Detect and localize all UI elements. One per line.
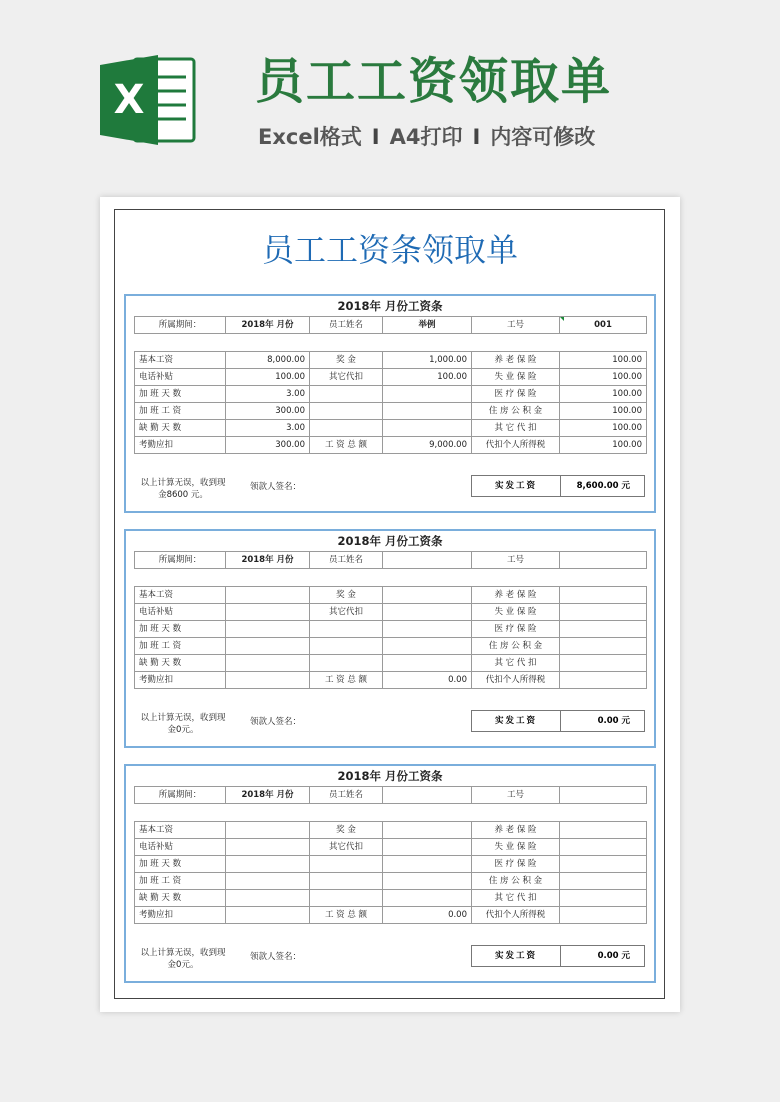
item-label: 电话补贴: [135, 604, 226, 621]
employee-name-label: 员工姓名: [310, 317, 383, 334]
item-label: [310, 856, 383, 873]
document-title: 员工工资条领取单: [261, 231, 518, 269]
deduction-value[interactable]: [560, 856, 647, 873]
table-row: [135, 822, 647, 839]
item-label: 加 班 天 数: [135, 856, 226, 873]
banner-subtitle: [258, 122, 698, 152]
net-pay-label: 实发工资: [472, 946, 561, 966]
table-row: [135, 890, 647, 907]
item-label: [310, 638, 383, 655]
employee-id-value[interactable]: [560, 552, 647, 569]
item-label: 基本工资: [135, 352, 226, 369]
item-value[interactable]: [383, 839, 472, 856]
table-row: [135, 604, 647, 621]
table-row: [135, 873, 647, 890]
employee-name-value[interactable]: 举例: [383, 317, 472, 334]
item-value[interactable]: [226, 638, 310, 655]
slip-title: 2018年 月份工资条: [337, 769, 443, 783]
deduction-label: 代扣个人所得税: [472, 437, 560, 454]
subtitle-format: Excel格式: [258, 125, 362, 149]
deduction-value[interactable]: [560, 890, 647, 907]
item-label: 其它代扣: [310, 604, 383, 621]
item-label: [310, 873, 383, 890]
period-value[interactable]: 2018年 月份: [226, 787, 310, 804]
item-value[interactable]: 9,000.00: [383, 437, 472, 454]
item-value[interactable]: [226, 672, 310, 689]
net-pay-value[interactable]: 0.00 元: [597, 716, 630, 726]
slip-title: 2018年 月份工资条: [337, 534, 443, 548]
period-label: 所属期间：: [135, 552, 226, 569]
deduction-label: 住 房 公 积 金: [472, 638, 560, 655]
item-value[interactable]: [383, 856, 472, 873]
item-label: [310, 403, 383, 420]
employee-id-label: 工号: [472, 552, 560, 569]
item-label: [310, 621, 383, 638]
net-pay-label: 实发工资: [472, 476, 561, 496]
item-value[interactable]: 8,000.00: [226, 352, 310, 369]
employee-name-value[interactable]: [383, 552, 472, 569]
item-label: 奖 金: [310, 587, 383, 604]
table-row: [135, 638, 647, 655]
employee-id-label: 工号: [472, 317, 560, 334]
item-value[interactable]: 0.00: [383, 907, 472, 924]
item-label: 基本工资: [135, 587, 226, 604]
salary-slip: [124, 529, 656, 748]
item-label: 其它代扣: [310, 839, 383, 856]
deduction-value[interactable]: [560, 638, 647, 655]
deduction-value[interactable]: [560, 587, 647, 604]
subtitle-print: A4打印: [389, 125, 463, 149]
period-label: 所属期间：: [135, 317, 226, 334]
item-label: 加 班 天 数: [135, 621, 226, 638]
item-value[interactable]: [226, 604, 310, 621]
table-spacer: [135, 334, 647, 352]
item-label: 缺 勤 天 数: [135, 420, 226, 437]
item-label: 基本工资: [135, 822, 226, 839]
table-row: [135, 839, 647, 856]
deduction-label: 医 疗 保 险: [472, 386, 560, 403]
item-label: [310, 890, 383, 907]
subtitle-edit: 内容可修改: [490, 125, 596, 149]
net-pay-box: [471, 475, 645, 497]
table-row: [135, 352, 647, 369]
deduction-value[interactable]: [560, 621, 647, 638]
item-value[interactable]: [383, 587, 472, 604]
item-label: 奖 金: [310, 352, 383, 369]
item-label: 电话补贴: [135, 369, 226, 386]
period-label: 所属期间：: [135, 787, 226, 804]
receipt-note: 以上计算无误，收到现金0元。: [140, 713, 226, 735]
item-value[interactable]: [226, 822, 310, 839]
deduction-value[interactable]: 100.00: [560, 437, 647, 454]
item-label: 考勤应扣: [135, 672, 226, 689]
employee-id-value[interactable]: 001: [560, 317, 647, 334]
signature-label: 领款人签名：: [250, 717, 302, 727]
document-page: [100, 197, 680, 1012]
excel-icon: [100, 55, 198, 145]
item-value[interactable]: [226, 907, 310, 924]
item-value[interactable]: [226, 655, 310, 672]
item-label: 考勤应扣: [135, 437, 226, 454]
deduction-label: 失 业 保 险: [472, 839, 560, 856]
deduction-value[interactable]: [560, 655, 647, 672]
deduction-value[interactable]: 100.00: [560, 386, 647, 403]
deduction-value[interactable]: 100.00: [560, 352, 647, 369]
deduction-value[interactable]: [560, 822, 647, 839]
deduction-label: 失 业 保 险: [472, 369, 560, 386]
item-label: 缺 勤 天 数: [135, 890, 226, 907]
period-value[interactable]: 2018年 月份: [226, 552, 310, 569]
table-spacer: [135, 569, 647, 587]
deduction-label: 失 业 保 险: [472, 604, 560, 621]
item-value[interactable]: [226, 587, 310, 604]
deduction-value[interactable]: [560, 907, 647, 924]
item-value[interactable]: 300.00: [226, 403, 310, 420]
table-row: [135, 403, 647, 420]
deduction-label: 住 房 公 积 金: [472, 403, 560, 420]
table-row: [135, 672, 647, 689]
deduction-value[interactable]: [560, 672, 647, 689]
item-label: 加 班 工 资: [135, 403, 226, 420]
item-label: 加 班 工 资: [135, 873, 226, 890]
table-row: [135, 787, 647, 804]
table-row: [135, 587, 647, 604]
item-value[interactable]: [383, 822, 472, 839]
period-value[interactable]: 2018年 月份: [226, 317, 310, 334]
item-label: 奖 金: [310, 822, 383, 839]
item-value[interactable]: 3.00: [226, 420, 310, 437]
deduction-label: 养 老 保 险: [472, 587, 560, 604]
slip-table: [134, 316, 647, 454]
net-pay-box: [471, 945, 645, 967]
employee-id-label: 工号: [472, 787, 560, 804]
item-value[interactable]: 1,000.00: [383, 352, 472, 369]
item-value[interactable]: 100.00: [383, 369, 472, 386]
item-value[interactable]: [383, 638, 472, 655]
employee-id-value[interactable]: [560, 787, 647, 804]
deduction-value[interactable]: [560, 604, 647, 621]
item-label: 电话补贴: [135, 839, 226, 856]
deduction-label: 其 它 代 扣: [472, 890, 560, 907]
net-pay-label: 实发工资: [472, 711, 561, 731]
item-value[interactable]: [383, 420, 472, 437]
table-row: [135, 386, 647, 403]
deduction-value[interactable]: 100.00: [560, 420, 647, 437]
item-value[interactable]: [226, 856, 310, 873]
item-value[interactable]: 100.00: [226, 369, 310, 386]
table-row: [135, 907, 647, 924]
deduction-label: 医 疗 保 险: [472, 856, 560, 873]
item-label: [310, 386, 383, 403]
receipt-note: 以上计算无误，收到现金0元。: [140, 948, 226, 970]
item-label: [310, 420, 383, 437]
item-value[interactable]: 3.00: [226, 386, 310, 403]
deduction-value[interactable]: 100.00: [560, 369, 647, 386]
item-value[interactable]: [383, 621, 472, 638]
salary-slip: [124, 294, 656, 513]
net-pay-box: [471, 710, 645, 732]
excel-logo-letter: X: [113, 77, 145, 123]
banner-title: 员工工资领取单: [255, 53, 613, 110]
slip-table: [134, 551, 647, 689]
table-row: [135, 420, 647, 437]
item-label: 缺 勤 天 数: [135, 655, 226, 672]
item-value[interactable]: [226, 839, 310, 856]
table-row: [135, 552, 647, 569]
table-spacer: [135, 804, 647, 822]
item-label: 工 资 总 额: [310, 437, 383, 454]
receipt-note: 以上计算无误，收到现金8600 元。: [140, 478, 226, 500]
table-row: [135, 621, 647, 638]
table-row: [135, 437, 647, 454]
net-pay-value[interactable]: 0.00 元: [597, 951, 630, 961]
item-label: 加 班 天 数: [135, 386, 226, 403]
signature-label: 领款人签名：: [250, 482, 302, 492]
deduction-label: 住 房 公 积 金: [472, 873, 560, 890]
item-label: 工 资 总 额: [310, 672, 383, 689]
table-row: [135, 317, 647, 334]
item-value[interactable]: [383, 890, 472, 907]
item-value[interactable]: [226, 890, 310, 907]
item-value[interactable]: [383, 655, 472, 672]
employee-name-label: 员工姓名: [310, 552, 383, 569]
item-label: 工 资 总 额: [310, 907, 383, 924]
slip-table: [134, 786, 647, 924]
deduction-label: 其 它 代 扣: [472, 420, 560, 437]
item-value[interactable]: [383, 604, 472, 621]
slip-title: 2018年 月份工资条: [337, 299, 443, 313]
deduction-label: 代扣个人所得税: [472, 907, 560, 924]
item-value[interactable]: [383, 386, 472, 403]
item-label: 其它代扣: [310, 369, 383, 386]
item-value[interactable]: [383, 873, 472, 890]
item-label: [310, 655, 383, 672]
subtitle-separator: I: [472, 125, 481, 149]
deduction-value[interactable]: [560, 873, 647, 890]
item-value[interactable]: 0.00: [383, 672, 472, 689]
item-value[interactable]: [226, 621, 310, 638]
table-row: [135, 369, 647, 386]
item-value[interactable]: 300.00: [226, 437, 310, 454]
comment-marker-icon: [560, 317, 564, 321]
deduction-label: 养 老 保 险: [472, 822, 560, 839]
table-row: [135, 856, 647, 873]
item-label: 加 班 工 资: [135, 638, 226, 655]
item-value[interactable]: [226, 873, 310, 890]
employee-name-label: 员工姓名: [310, 787, 383, 804]
deduction-label: 医 疗 保 险: [472, 621, 560, 638]
deduction-value[interactable]: [560, 839, 647, 856]
deduction-value[interactable]: 100.00: [560, 403, 647, 420]
deduction-label: 其 它 代 扣: [472, 655, 560, 672]
deduction-label: 养 老 保 险: [472, 352, 560, 369]
net-pay-value[interactable]: 8,600.00 元: [576, 481, 630, 491]
employee-name-value[interactable]: [383, 787, 472, 804]
deduction-label: 代扣个人所得税: [472, 672, 560, 689]
salary-slip: [124, 764, 656, 983]
item-value[interactable]: [383, 403, 472, 420]
table-row: [135, 655, 647, 672]
signature-label: 领款人签名：: [250, 952, 302, 962]
item-label: 考勤应扣: [135, 907, 226, 924]
subtitle-separator: I: [371, 125, 380, 149]
